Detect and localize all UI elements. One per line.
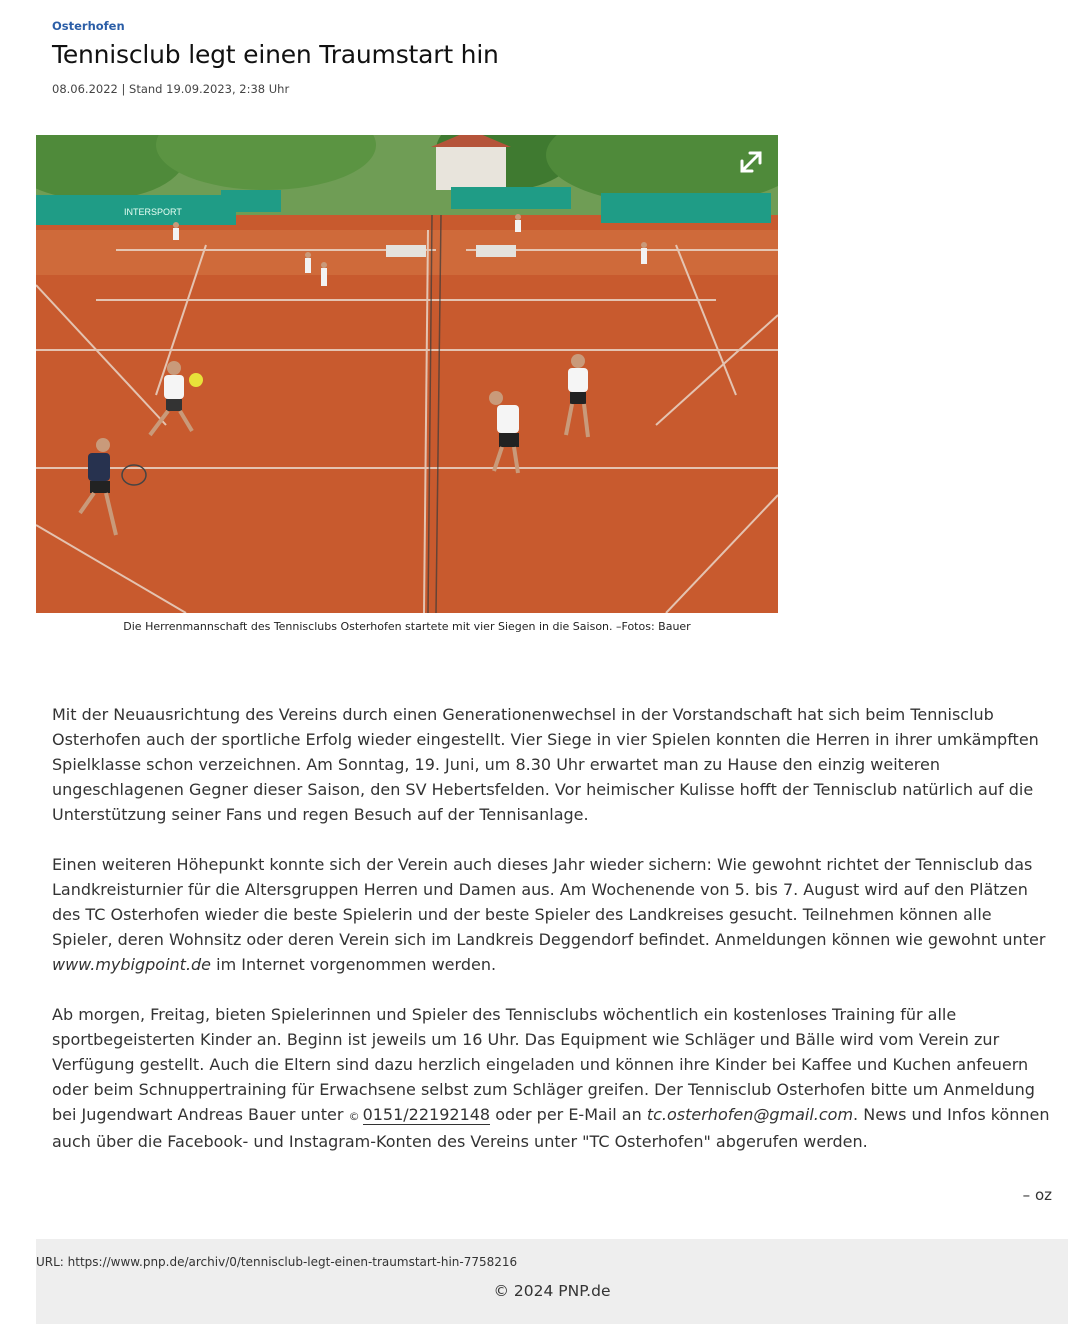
author-signature: – oz xyxy=(1022,1186,1052,1204)
footer-copyright: © 2024 PNP.de xyxy=(493,1282,611,1300)
phone-link[interactable]: 0151/22192148 xyxy=(362,1105,491,1124)
banner-text: INTERSPORT xyxy=(124,207,182,217)
article-dateline: 08.06.2022 | Stand 19.09.2023, 2:38 Uhr xyxy=(52,82,290,96)
paragraph-3-tail: . News und Infos können auch über die Facebook- und Instagram-Konten des Vereins unter "TC Osterhofen" abgerufen werden. xyxy=(52,1105,1050,1151)
paragraph-3 xyxy=(52,1002,1052,1154)
email-mention: tc.osterhofen@gmail.com xyxy=(646,1105,854,1124)
paragraph-3-mid: oder per E-Mail an xyxy=(495,1105,642,1124)
phone-icon: © xyxy=(348,1110,360,1123)
article-photo[interactable] xyxy=(36,135,778,613)
paragraph-1: Mit der Neuausrichtung des Vereins durch einen Generationenwechsel in der Vorstandschaft hat sich beim Tennisclub Osterhofen auch der sportliche Erfolg wieder eingestellt. Vier Siege in vier Spielen konnten die Herren in ihrer umkämpften Spielklasse schon verzeichnen. Am Sonntag, 19. Juni, um 8.30 Uhr erwartet man zu Hause den einzig weiteren ungeschlagenen Gegner dieser Saison, den SV Hebertsfelden. Vor heimischer Kulisse hofft der Tennisclub natürlich auf die Unterstützung seiner Fans und regen Besuch auf der Tennisanlage. xyxy=(52,705,1039,824)
paragraph-3-text: Ab morgen, Freitag, bieten Spielerinnen und Spieler des Tennisclubs wöchentlich ein kostenloses Training für alle sportbegeisterten Kinder an. Beginn ist jeweils um 16 Uhr. Das Equipment wie Schläger und Bälle wird vom Verein zur Verfügung gestellt. Auch die Eltern sind dazu herzlich eingeladen und können ihre Kinder bei Kaffee und Kuchen anfeuern oder beim Schnuppertraining für Erwachsene selbst zum Schläger greifen. Der Tennisclub Osterhofen bitte um Anmeldung bei Jugendwart Andreas Bauer unter xyxy=(52,1005,1035,1124)
page-footer xyxy=(36,1239,1068,1324)
tennis-court-photo xyxy=(36,135,778,613)
section-kicker[interactable]: Osterhofen xyxy=(52,19,125,33)
article-headline: Tennisclub legt einen Traumstart hin xyxy=(52,40,499,69)
expand-arrows-icon[interactable] xyxy=(736,147,766,177)
paragraph-2 xyxy=(52,852,1052,977)
paragraph-2-tail: im Internet vorgenommen werden. xyxy=(216,955,497,974)
paragraph-2-text: Einen weiteren Höhepunkt konnte sich der Verein auch dieses Jahr wieder sichern: Wie gewohnt richtet der Tennisclub das Landkreisturnier für die Altersgruppen Herren und Damen aus. Am Wochenende von 5. bis 7. August wird auf den Plätzen des TC Osterhofen wieder die beste Spielerin und der beste Spieler des Landkreises gesucht. Teilnehmen können alle Spieler, deren Wohnsitz oder deren Verein sich im Landkreis Deggendorf befindet. Anmeldungen können wie gewohnt unter xyxy=(52,855,1046,949)
article-body xyxy=(52,702,1052,1179)
photo-caption: Die Herrenmannschaft des Tennisclubs Osterhofen startete mit vier Siegen in die Saison. –Fotos: Bauer xyxy=(123,620,691,633)
footer-url: URL: https://www.pnp.de/archiv/0/tennisclub-legt-einen-traumstart-hin-7758216 xyxy=(36,1255,518,1269)
website-mention: www.mybigpoint.de xyxy=(52,955,212,974)
